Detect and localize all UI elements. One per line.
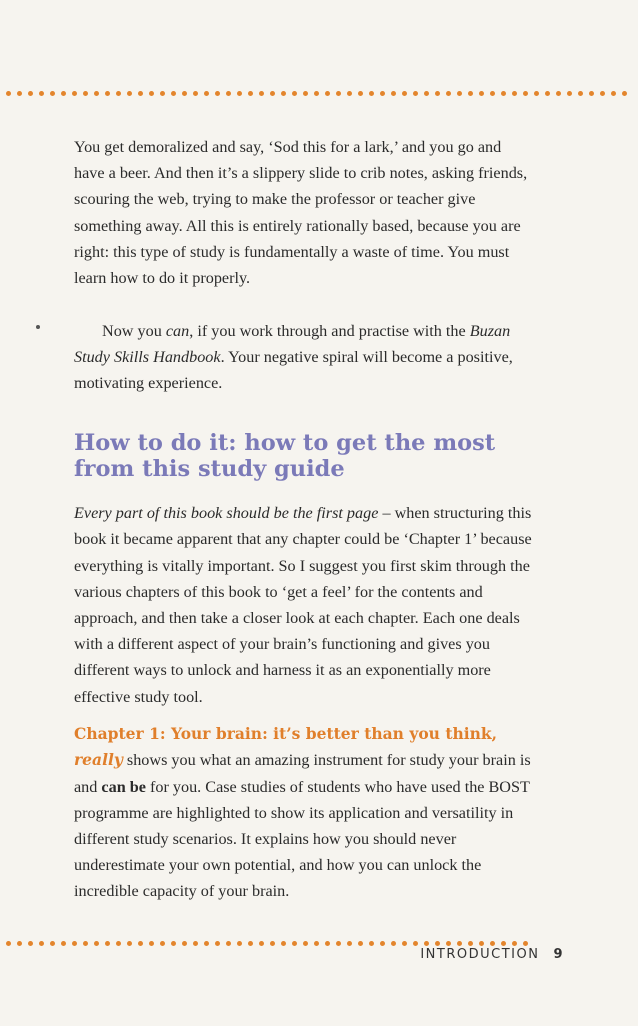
rule-dot <box>501 941 506 946</box>
rule-dot <box>556 91 561 96</box>
rule-dot <box>138 941 143 946</box>
running-footer: INTRODUCTION <box>420 947 540 962</box>
rule-dot <box>314 941 319 946</box>
rule-dot <box>182 91 187 96</box>
rule-dot <box>446 941 451 946</box>
rule-dot <box>435 91 440 96</box>
rule-dot <box>116 941 121 946</box>
emphasis-can: can <box>165 322 190 340</box>
rule-dot <box>248 941 253 946</box>
rule-dot <box>182 941 187 946</box>
rule-dot <box>347 91 352 96</box>
rule-dot <box>347 941 352 946</box>
rule-dot <box>28 91 33 96</box>
rule-dot <box>50 91 55 96</box>
rule-dot <box>127 91 132 96</box>
rule-dot <box>94 941 99 946</box>
margin-mark <box>36 325 40 329</box>
rule-dot <box>435 941 440 946</box>
rule-dot <box>237 91 242 96</box>
rule-dot <box>303 91 308 96</box>
rule-dot <box>424 941 429 946</box>
rule-dot <box>237 941 242 946</box>
rule-dot <box>292 91 297 96</box>
paragraph-1: You get demoralized and say, ‘Sod this for a lark,’ and you go and have a beer. And then it’s a slippery slide to crib notes, asking friends, scouring the web, trying to make the professor or teacher give something away. All this is entirely rationally based, because you are right: this type of study is fundamentally a waste of time. You must learn how to do it properly. <box>74 138 528 288</box>
rule-dot <box>83 91 88 96</box>
rule-dot <box>6 941 11 946</box>
rule-dot <box>94 91 99 96</box>
rule-dot <box>17 941 22 946</box>
chapter-1-paragraph: Chapter 1: Your brain: it’s better than you think, really shows you what an amazing instrument for study your brain is and can be for you. Case studies of students who have used the BOST programme are highlighted to show its application and versatility in different study scenarios. It explains how you should never underestimate your own potential, and how you can unlock the incredible capacity of your brain. <box>74 724 531 901</box>
rule-dot <box>479 91 484 96</box>
rule-dot <box>149 941 154 946</box>
rule-dot <box>160 941 165 946</box>
rule-dot <box>369 941 374 946</box>
rule-dot <box>226 91 231 96</box>
rule-dot <box>204 941 209 946</box>
italic-lead: Every part of this book should be the first page <box>74 504 379 523</box>
rule-dot <box>259 91 264 96</box>
rule-dot <box>336 91 341 96</box>
study-guide-paragraph: Every part of this book should be the first page – when structuring this book it became apparent that any chapter could be ‘Chapter 1’ because everything is vitally important. So I suggest you first skim through the various chapters of this book to ‘get a feel’ for the contents and approach, and then take a closer look at each chapter. Each one deals with a different aspect of your brain’s functioning and gives you different ways to unlock and harness it as an exponentially more effective study tool. <box>74 504 532 706</box>
rule-dot <box>380 941 385 946</box>
rule-dot <box>248 91 253 96</box>
rule-dot <box>380 91 385 96</box>
chapter-1-label: Chapter 1: Your brain: it’s better than you think, really <box>74 724 498 770</box>
rule-dot <box>523 941 528 946</box>
rule-dot <box>72 941 77 946</box>
emphasis-can-be: can be <box>101 777 146 796</box>
rule-dot <box>105 91 110 96</box>
rule-dot <box>567 91 572 96</box>
rule-dot <box>138 91 143 96</box>
page-number: 9 <box>553 947 564 962</box>
rule-dot <box>325 91 330 96</box>
rule-dot <box>369 91 374 96</box>
rule-dot <box>589 91 594 96</box>
rule-dot <box>391 91 396 96</box>
rule-dot <box>325 941 330 946</box>
rule-dot <box>501 91 506 96</box>
rule-dot <box>391 941 396 946</box>
rule-dot <box>116 91 121 96</box>
rule-dot <box>204 91 209 96</box>
rule-dot <box>424 91 429 96</box>
rule-dot <box>39 941 44 946</box>
rule-dot <box>303 941 308 946</box>
rule-dot <box>336 941 341 946</box>
rule-dot <box>578 91 583 96</box>
rule-dot <box>611 91 616 96</box>
rule-dot <box>127 941 132 946</box>
book-title: Buzan Study Skills Handbook <box>74 322 511 367</box>
rule-dot <box>281 91 286 96</box>
rule-dot <box>160 91 165 96</box>
rule-dot <box>171 91 176 96</box>
rule-dot <box>413 941 418 946</box>
rule-dot <box>193 91 198 96</box>
rule-dot <box>490 941 495 946</box>
rule-dot <box>39 91 44 96</box>
rule-dot <box>490 91 495 96</box>
rule-dot <box>50 941 55 946</box>
rule-dot <box>512 941 517 946</box>
rule-dot <box>457 91 462 96</box>
rule-dot <box>215 91 220 96</box>
rule-dot <box>6 91 11 96</box>
rule-dot <box>292 941 297 946</box>
rule-dot <box>270 941 275 946</box>
rule-dot <box>600 91 605 96</box>
rule-dot <box>193 941 198 946</box>
rule-dot <box>512 91 517 96</box>
rule-dot <box>61 91 66 96</box>
rule-dot <box>226 941 231 946</box>
rule-dot <box>17 91 22 96</box>
rule-dot <box>479 941 484 946</box>
paragraph-2: Now you can, if you work through and practise with the Buzan Study Skills Handbook. Your negative spiral will become a positive, motivating experience. <box>74 322 513 393</box>
rule-dot <box>28 941 33 946</box>
rule-dot <box>358 91 363 96</box>
rule-dot <box>622 91 627 96</box>
rule-dot <box>281 941 286 946</box>
rule-dot <box>149 91 154 96</box>
rule-dot <box>105 941 110 946</box>
section-heading: How to do it: how to get the most from this study guide <box>74 430 496 482</box>
rule-dot <box>534 91 539 96</box>
rule-dot <box>402 941 407 946</box>
rule-dot <box>72 91 77 96</box>
rule-dot <box>171 941 176 946</box>
rule-dot <box>314 91 319 96</box>
rule-dot <box>83 941 88 946</box>
rule-dot <box>259 941 264 946</box>
intro-text <box>74 134 534 397</box>
rule-dot <box>468 941 473 946</box>
rule-dot <box>215 941 220 946</box>
rule-dot <box>468 91 473 96</box>
rule-dot <box>523 91 528 96</box>
rule-dot <box>61 941 66 946</box>
rule-dot <box>457 941 462 946</box>
rule-dot <box>446 91 451 96</box>
rule-dot <box>270 91 275 96</box>
page-footer <box>420 947 564 962</box>
rule-dot <box>402 91 407 96</box>
top-dotted-rule <box>6 89 638 97</box>
rule-dot <box>545 91 550 96</box>
bottom-dotted-rule <box>6 939 536 947</box>
rule-dot <box>358 941 363 946</box>
rule-dot <box>413 91 418 96</box>
